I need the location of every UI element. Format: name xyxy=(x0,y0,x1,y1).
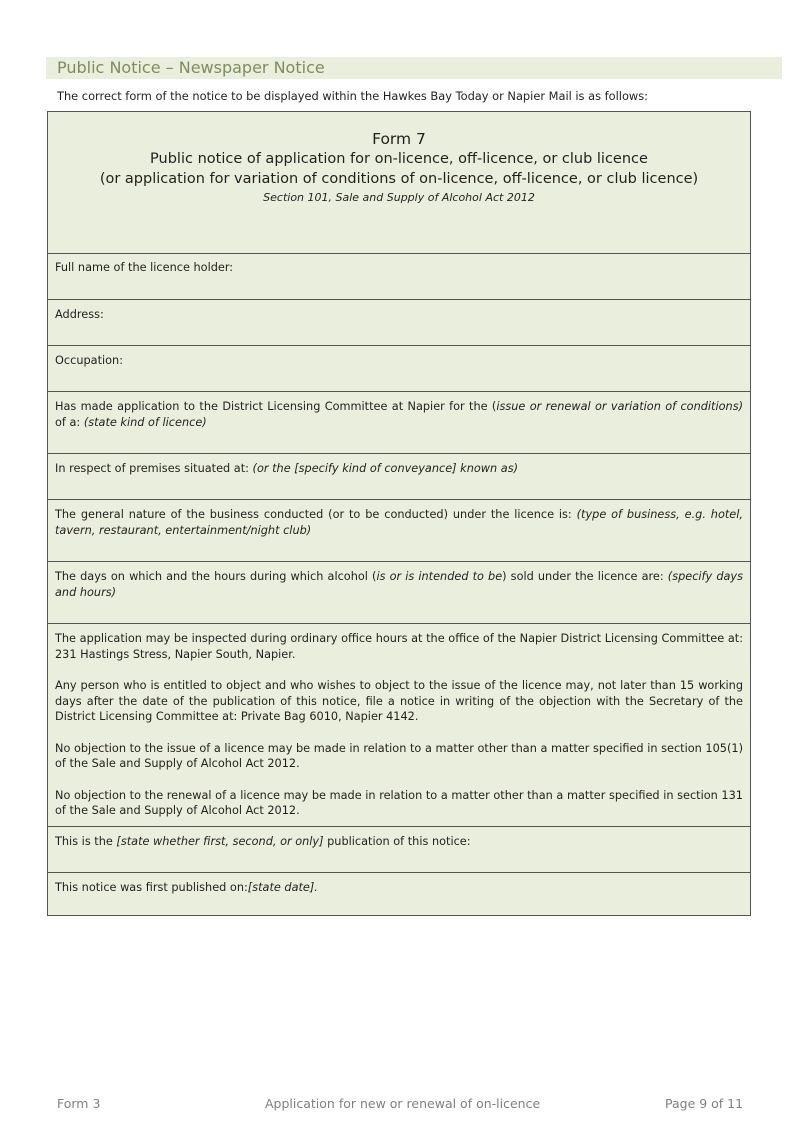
field-application xyxy=(48,392,750,454)
field-premises xyxy=(48,454,750,500)
objection-paragraph: Any person who is entitled to object and who wishes to object to the issue of the licence may, not later than 15 working days after the date of the publication of this notice, file a notice in writing of the objection with the Secretary of the District Licensing Committee at: Private Bag 6010, Napier 4142. xyxy=(55,679,743,723)
field-label: The days on which and the hours during which alcohol ( xyxy=(55,570,377,583)
form-heading xyxy=(48,112,750,254)
field-hint: issue or renewal or variation of conditions) xyxy=(496,400,743,413)
field-full-name xyxy=(48,253,750,300)
form-number: Form 7 xyxy=(372,130,426,148)
field-label: This notice was first published on: xyxy=(55,881,248,894)
field-hint: is or is intended to be xyxy=(376,570,503,583)
field-label: Full name of the licence holder: xyxy=(55,261,234,274)
field-hint: (specify days and hours) xyxy=(55,570,743,599)
renewal-objection-paragraph: No objection to the renewal of a licence may be made in relation to a matter other than a matter specified in section 131 of the Sale and Supply of Alcohol Act 2012. xyxy=(55,788,743,817)
issue-objection-paragraph: No objection to the issue of a licence may be made in relation to a matter other than a matter specified in section 105(1) of the Sale and Supply of Alcohol Act 2012. xyxy=(55,741,743,770)
field-address xyxy=(48,300,750,346)
field-label: Address: xyxy=(55,308,104,321)
field-label: of a: xyxy=(55,415,84,429)
footer-document-title: Application for new or renewal of on-licence xyxy=(265,1096,541,1111)
inspection-and-objection-info xyxy=(48,624,750,827)
field-label: ) sold under the licence are: xyxy=(502,570,668,583)
field-label: Occupation: xyxy=(55,354,124,367)
field-hint: (state kind of licence) xyxy=(83,415,207,429)
intro-text: The correct form of the notice to be displayed within the Hawkes Bay Today or Napier Mail is as follows: xyxy=(57,89,649,103)
field-label: In respect of premises situated at: xyxy=(55,462,253,475)
field-business-nature xyxy=(48,500,750,562)
field-label: This is the xyxy=(55,835,117,848)
section-header xyxy=(46,57,782,79)
footer-page-number: Page 9 of 11 xyxy=(665,1096,744,1111)
section-title: Public Notice – Newspaper Notice xyxy=(57,58,325,77)
field-hint: [state date]. xyxy=(247,881,318,894)
field-days-hours xyxy=(48,562,750,624)
field-occupation xyxy=(48,346,750,392)
field-label: The general nature of the business conducted (or to be conducted) under the licence is: xyxy=(55,508,577,521)
field-label: publication of this notice: xyxy=(323,835,471,848)
form-subtitle-variation: (or application for variation of conditions of on-licence, off-licence, or club licence) xyxy=(99,171,699,187)
inspection-paragraph: The application may be inspected during ordinary office hours at the office of the Napier District Licensing Committee at: 231 Hastings Stress, Napier South, Napier. xyxy=(55,632,743,661)
field-hint: [state whether first, second, or only] xyxy=(116,835,324,848)
form-7-box xyxy=(47,111,751,916)
field-first-published xyxy=(48,873,750,915)
field-hint: (type of business, e.g. hotel, tavern, restaurant, entertainment/night club) xyxy=(55,508,743,537)
field-hint: (or the [specify kind of conveyance] known as) xyxy=(252,462,518,475)
form-subtitle: Public notice of application for on-licence, off-licence, or club licence xyxy=(150,151,648,167)
field-publication xyxy=(48,827,750,873)
field-label: Has made application to the District Licensing Committee at Napier for the ( xyxy=(55,400,497,413)
footer-form-label: Form 3 xyxy=(57,1096,101,1111)
form-section-reference: Section 101, Sale and Supply of Alcohol Act 2012 xyxy=(263,191,535,204)
